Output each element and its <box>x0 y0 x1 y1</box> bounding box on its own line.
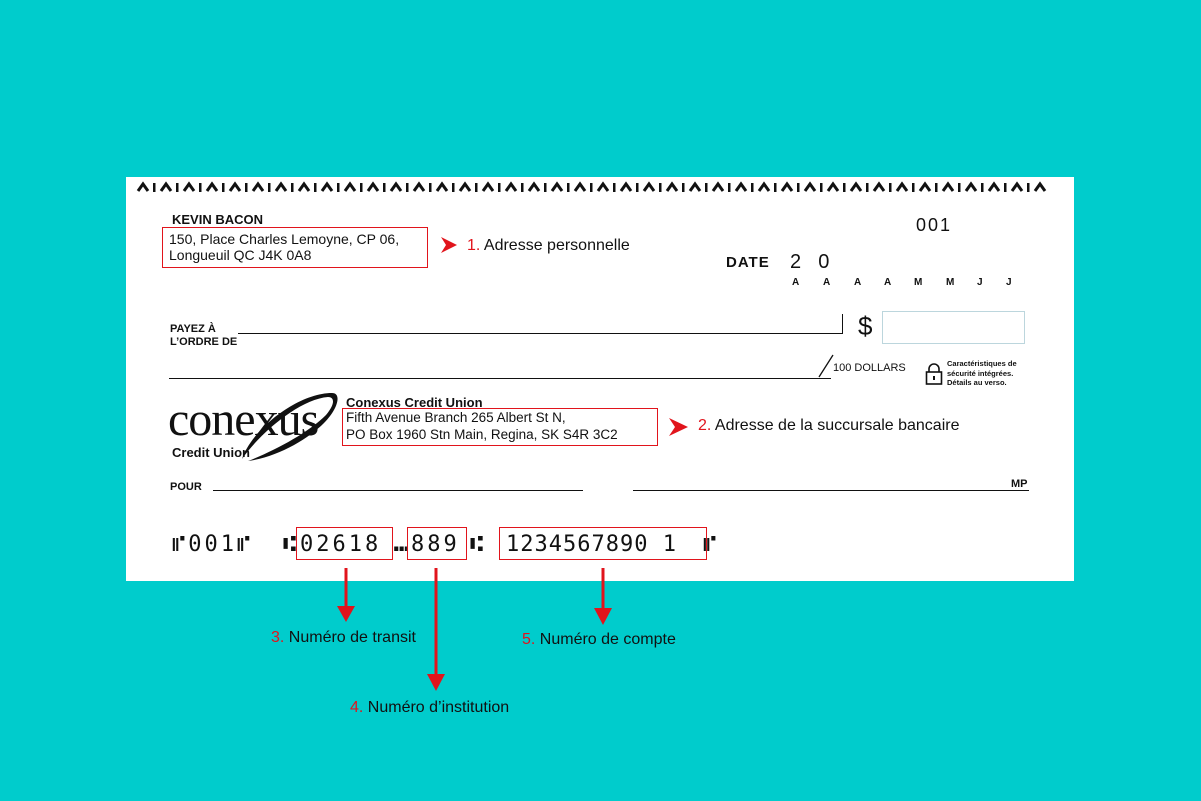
date-format-letter: J <box>1006 277 1012 288</box>
security-text-3: Détails au verso. <box>947 378 1007 387</box>
perforation-chevron <box>690 184 700 191</box>
date-format-letter: A <box>792 277 800 288</box>
perforation-chevron <box>207 184 217 191</box>
perforation-tick <box>820 183 823 192</box>
bank-address-line2: PO Box 1960 Stn Main, Regina, SK S4R 3C2 <box>346 427 618 442</box>
perforation-tick <box>1027 183 1030 192</box>
callout-institution-number <box>350 699 509 717</box>
perforation-tick <box>245 183 248 192</box>
callout-4-number: 4. <box>350 699 364 716</box>
perforation-tick <box>728 183 731 192</box>
perforation-chevron <box>667 184 677 191</box>
perforation-tick <box>843 183 846 192</box>
perforation-chevron <box>621 184 631 191</box>
written-amount-line <box>169 378 831 379</box>
perforation-chevron <box>782 184 792 191</box>
micr-institution-number: 889 <box>411 532 460 557</box>
perforation-tick <box>360 183 363 192</box>
memo-label: POUR <box>170 481 202 493</box>
perforation-tick <box>452 183 455 192</box>
callout-5-text: Numéro de compte <box>539 631 676 648</box>
perforation-chevron <box>736 184 746 191</box>
lock-icon <box>925 362 943 386</box>
micr-end-symbol: ⑈ <box>703 532 717 557</box>
perforation-tick <box>314 183 317 192</box>
security-text-2: sécurité intégrées. <box>947 368 1014 378</box>
callout-personal-address <box>467 237 630 255</box>
perforation-tick <box>475 183 478 192</box>
perforation-chevron <box>874 184 884 191</box>
perforation-tick <box>521 183 524 192</box>
perforation-tick <box>222 183 225 192</box>
callout-4-text: Numéro d’institution <box>367 699 510 716</box>
callout-1-number: 1. <box>467 237 481 254</box>
payee-line <box>238 333 842 334</box>
perforation-chevron <box>989 184 999 191</box>
date-prefix: 2 0 <box>790 251 832 273</box>
security-text-1: Caractéristiques de <box>947 359 1017 368</box>
fraction-slash <box>818 354 834 378</box>
perforation-chevron <box>575 184 585 191</box>
perforation-tick <box>337 183 340 192</box>
perforation-chevron <box>299 184 309 191</box>
perforation-tick <box>958 183 961 192</box>
holder-address-line1: 150, Place Charles Lemoyne, CP 06, <box>169 231 400 247</box>
micr-on-us-symbol: ⑆ <box>470 532 484 557</box>
account-highlight-box <box>499 527 707 560</box>
callout-5-number: 5. <box>522 631 536 648</box>
perforation-tick <box>613 183 616 192</box>
perforation-chevron <box>506 184 516 191</box>
perforation-chevron <box>644 184 654 191</box>
signature-line <box>633 490 1029 491</box>
transit-highlight-box <box>296 527 393 560</box>
perforation-chevron <box>598 184 608 191</box>
perforation-chevron <box>414 184 424 191</box>
perforation-chevron <box>851 184 861 191</box>
perforation-tick <box>429 183 432 192</box>
signature-mark: MP <box>1011 478 1028 490</box>
date-format-letter: J <box>977 277 983 288</box>
perforation-tick <box>981 183 984 192</box>
perforation-tick <box>659 183 662 192</box>
date-format-letter: M <box>914 277 923 288</box>
callout-2-number: 2. <box>698 417 712 434</box>
perforation-tick <box>682 183 685 192</box>
security-notice <box>947 359 1017 388</box>
perforation-chevron <box>253 184 263 191</box>
cheque-perforation-border <box>130 180 1070 194</box>
perforation-chevron <box>230 184 240 191</box>
callout-account-number <box>522 631 676 649</box>
perforation-tick <box>268 183 271 192</box>
perforation-chevron <box>138 184 148 191</box>
holder-name: KEVIN BACON <box>172 212 264 227</box>
micr-cheque-number: ⑈001⑈ <box>172 532 254 557</box>
perforation-tick <box>797 183 800 192</box>
callout-1-text: Adresse personnelle <box>483 237 630 254</box>
date-format-letter: M <box>946 277 955 288</box>
perforation-chevron <box>322 184 332 191</box>
perforation-tick <box>866 183 869 192</box>
bank-address-line1: Fifth Avenue Branch 265 Albert St N, <box>346 410 566 425</box>
bank-logo-wordmark: conexus <box>168 393 319 446</box>
perforation-chevron <box>713 184 723 191</box>
perforation-tick <box>889 183 892 192</box>
perforation-chevron <box>483 184 493 191</box>
perforation-tick <box>1004 183 1007 192</box>
perforation-chevron <box>529 184 539 191</box>
micr-account-number: 1234567890 1 <box>506 532 677 557</box>
perforation-chevron <box>437 184 447 191</box>
perforation-tick <box>153 183 156 192</box>
bank-address-highlight-box <box>342 408 658 446</box>
institution-highlight-box <box>407 527 467 560</box>
amount-box[interactable] <box>882 311 1025 344</box>
micr-transit-number: 02618 <box>300 532 382 557</box>
written-amount-suffix: 100 DOLLARS <box>833 362 906 374</box>
holder-address-line2: Longueuil QC J4K 0A8 <box>169 247 312 263</box>
perforation-chevron <box>552 184 562 191</box>
perforation-tick <box>406 183 409 192</box>
callout-3-text: Numéro de transit <box>288 629 416 646</box>
payee-label-2: L’ORDRE DE <box>170 336 238 348</box>
perforation-tick <box>291 183 294 192</box>
bank-logo-subtitle: Credit Union <box>172 445 250 460</box>
date-format-letter: A <box>884 277 892 288</box>
perforation-tick <box>176 183 179 192</box>
micr-transit-symbol: ⑆ <box>283 532 297 557</box>
perforation-tick <box>705 183 708 192</box>
perforation-chevron <box>759 184 769 191</box>
perforation-tick <box>498 183 501 192</box>
payee-label-1: PAYEZ À <box>170 323 216 335</box>
perforation-chevron <box>966 184 976 191</box>
dollar-sign: $ <box>858 311 873 341</box>
date-format-letter: A <box>823 277 831 288</box>
perforation-chevron <box>391 184 401 191</box>
callout-3-number: 3. <box>271 629 285 646</box>
cheque-number: 001 <box>916 215 953 235</box>
memo-line <box>213 490 583 491</box>
perforation-chevron <box>920 184 930 191</box>
callout-branch-address <box>698 417 959 435</box>
callout-transit-number <box>271 629 416 647</box>
date-format-letter: A <box>854 277 862 288</box>
perforation-chevron <box>460 184 470 191</box>
perforation-chevron <box>276 184 286 191</box>
perforation-chevron <box>184 184 194 191</box>
perforation-chevron <box>828 184 838 191</box>
perforation-tick <box>935 183 938 192</box>
perforation-chevron <box>1035 184 1045 191</box>
callout-2-text: Adresse de la succursale bancaire <box>714 417 960 434</box>
perforation-chevron <box>1012 184 1022 191</box>
date-label: DATE <box>726 254 770 271</box>
perforation-chevron <box>897 184 907 191</box>
perforation-tick <box>544 183 547 192</box>
perforation-chevron <box>368 184 378 191</box>
perforation-tick <box>774 183 777 192</box>
payee-line-end <box>842 314 843 334</box>
perforation-tick <box>912 183 915 192</box>
perforation-tick <box>636 183 639 192</box>
perforation-chevron <box>943 184 953 191</box>
perforation-tick <box>199 183 202 192</box>
micr-dash-symbol: ⑉ <box>394 532 408 557</box>
bank-name: Conexus Credit Union <box>346 395 483 410</box>
perforation-chevron <box>345 184 355 191</box>
perforation-tick <box>590 183 593 192</box>
address-highlight-box <box>162 227 428 268</box>
perforation-tick <box>567 183 570 192</box>
perforation-tick <box>383 183 386 192</box>
perforation-tick <box>751 183 754 192</box>
perforation-chevron <box>161 184 171 191</box>
perforation-chevron <box>805 184 815 191</box>
